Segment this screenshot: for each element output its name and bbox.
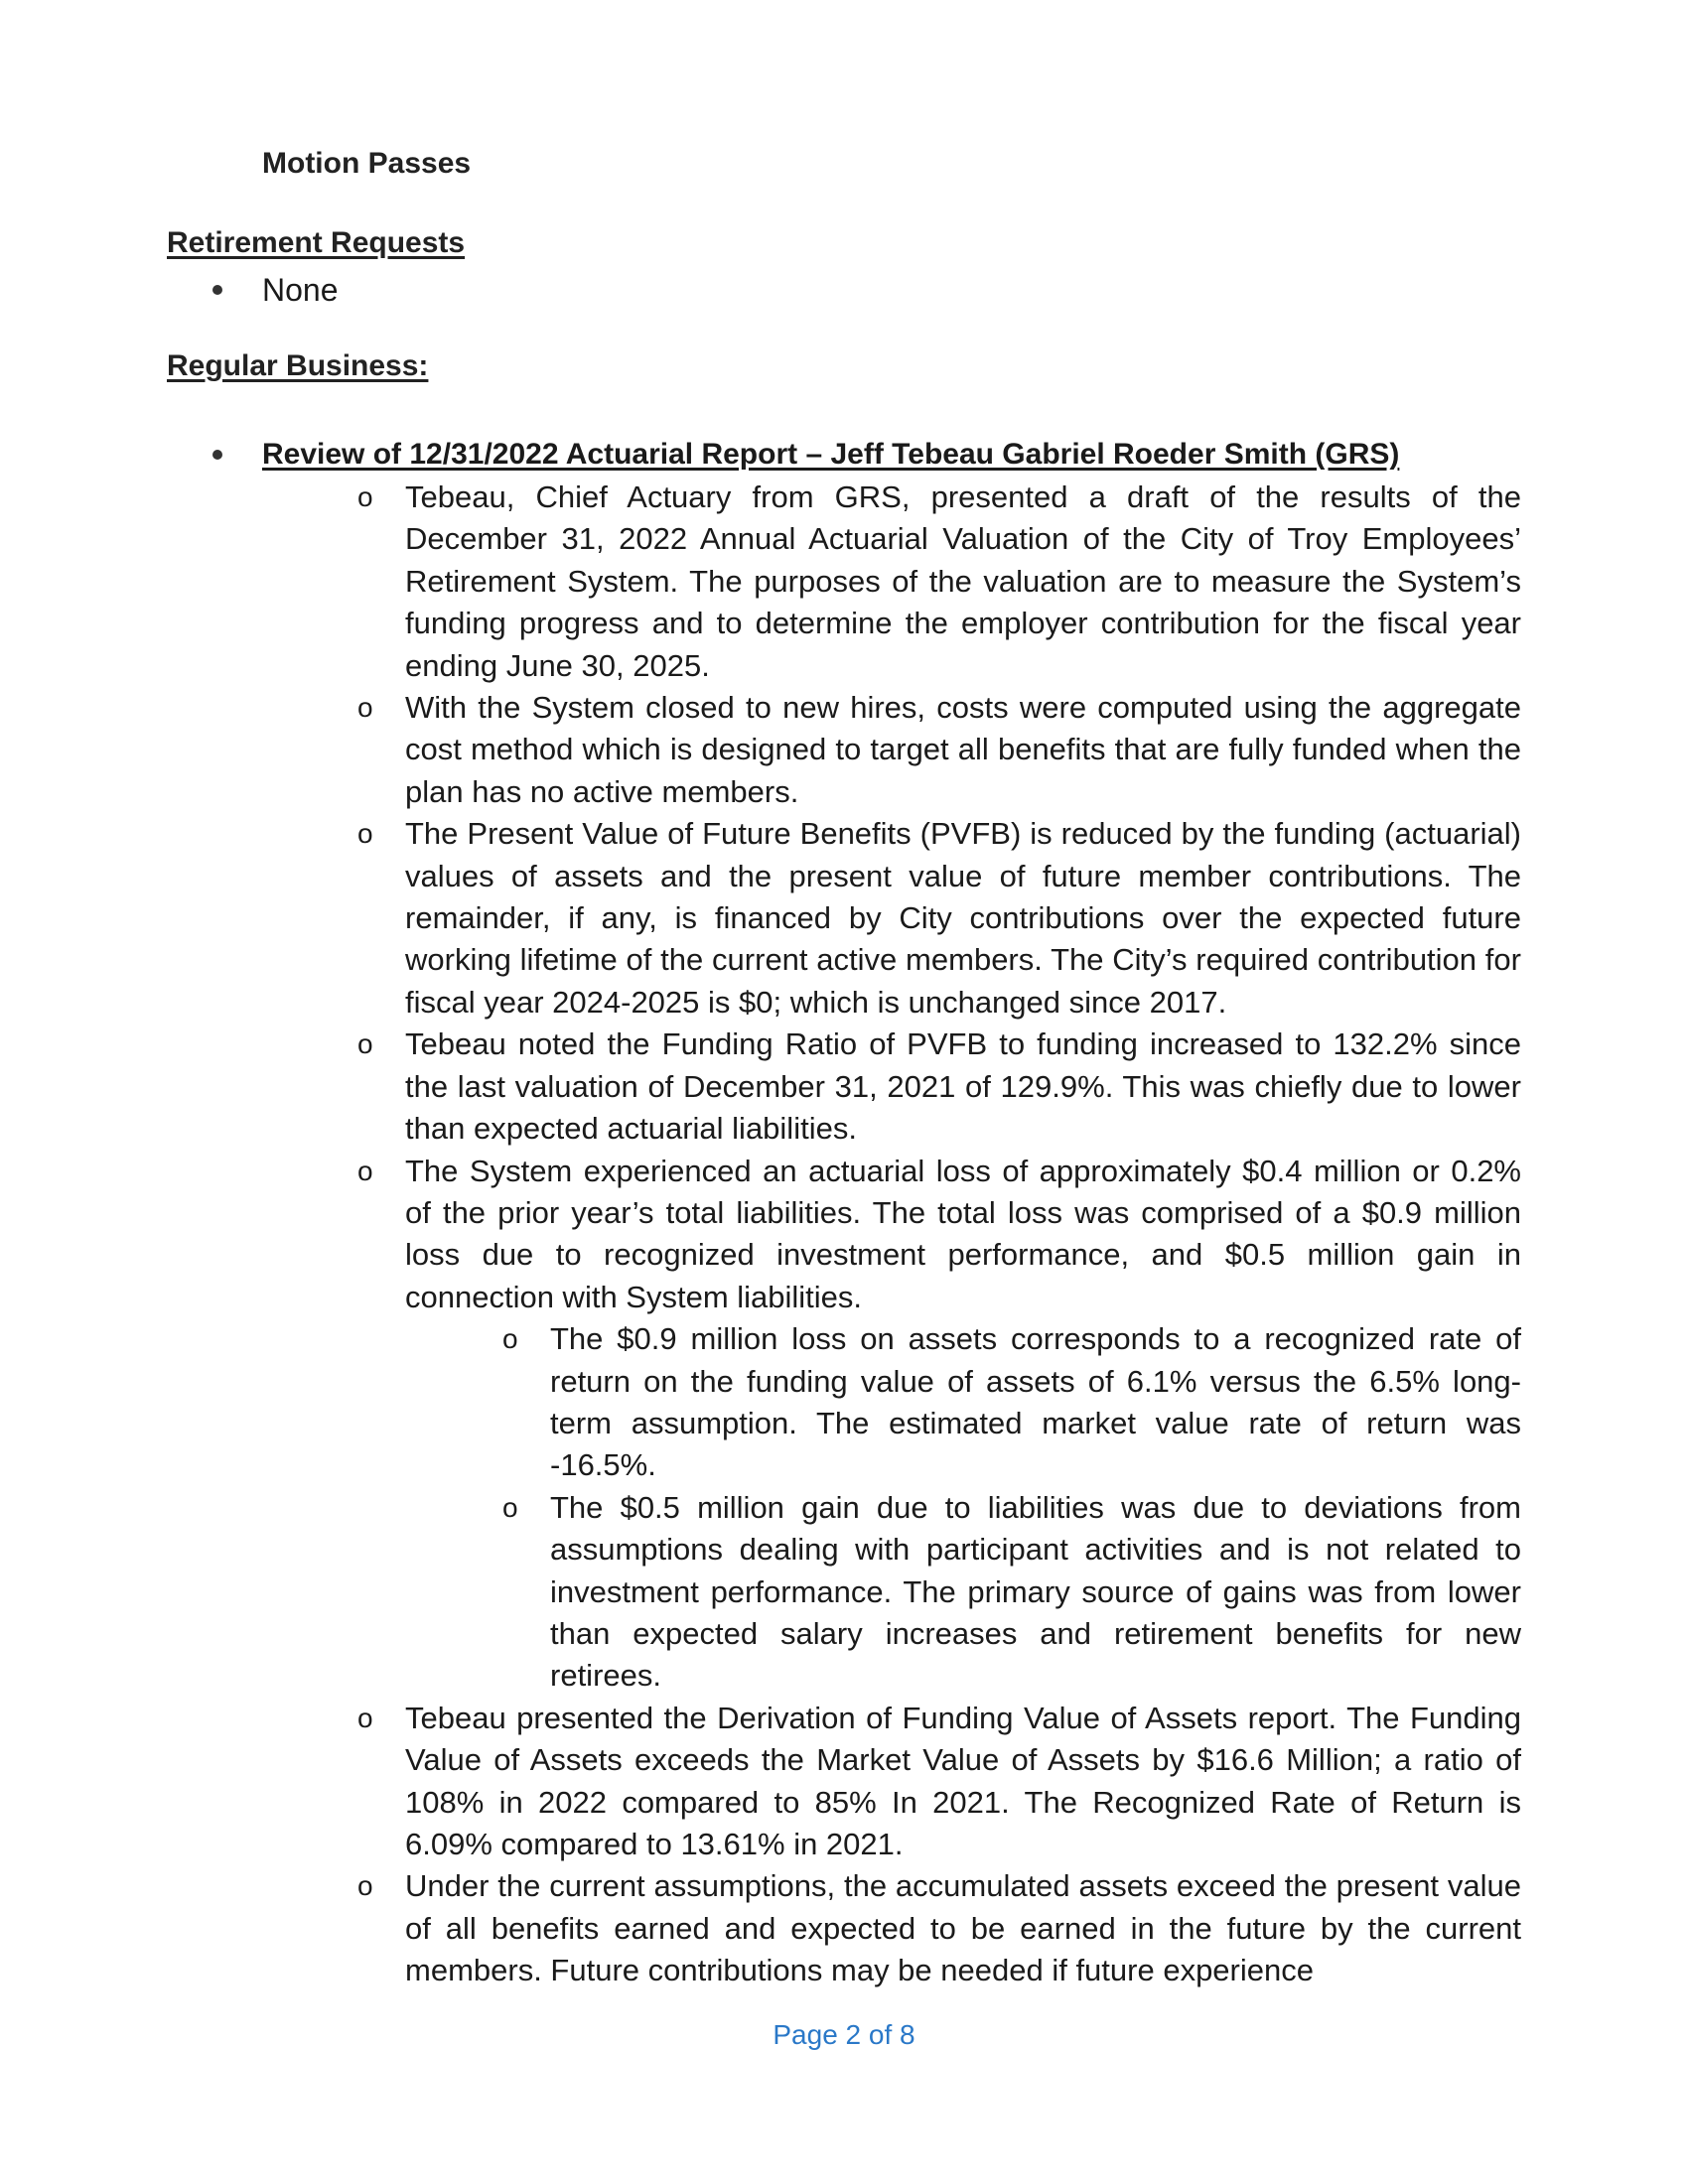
- agenda-item-heading: Review of 12/31/2022 Actuarial Report – Jeff Tebeau Gabriel Roeder Smith (GRS): [262, 438, 1400, 471]
- circle-bullet-icon: o: [357, 1702, 373, 1733]
- circle-bullet-icon: o: [357, 692, 373, 724]
- list-item: [353, 1865, 1521, 1991]
- list-item: [353, 1024, 1521, 1150]
- review-notes-list: [353, 477, 1521, 1992]
- list-item-text: Under the current assumptions, the accumulated assets exceed the present value of all benefits earned and expected to be earned in the future by the current members. Future contributions may be needed if future experience: [405, 1868, 1521, 1988]
- list-item: [353, 477, 1521, 687]
- circle-bullet-icon: o: [357, 1870, 373, 1902]
- list-item-text: The System experienced an actuarial loss of approximately $0.4 million or 0.2% of the prior year’s total liabilities. The total loss was comprised of a $0.9 million loss due to recognized investment performance, and $0.5 million gain in connection with System liabilities.: [405, 1153, 1521, 1314]
- circle-bullet-icon: o: [357, 1028, 373, 1060]
- motion-status: Motion Passes: [262, 147, 472, 180]
- page-number: Page 2 of 8: [773, 2019, 915, 2050]
- bullet-icon: [212, 450, 222, 460]
- circle-bullet-icon: o: [357, 1155, 373, 1186]
- circle-bullet-icon: o: [357, 818, 373, 850]
- nested-list-item: [498, 1318, 1521, 1487]
- circle-bullet-icon: o: [502, 1491, 518, 1523]
- circle-bullet-icon: o: [502, 1323, 518, 1355]
- list-item-text: The Present Value of Future Benefits (PVFB) is reduced by the funding (actuarial) values of assets and the present value of future member contributions. The remainder, if any, is financed by City contributions over the expected future working lifetime of the current active members. The City’s required contribution for fiscal year 2024-2025 is $0; which is unchanged since 2017.: [405, 816, 1521, 1020]
- list-item: [353, 1151, 1521, 1698]
- retirement-requests-heading: Retirement Requests: [167, 226, 466, 259]
- list-item: [353, 813, 1521, 1024]
- regular-business-heading: Regular Business:: [167, 349, 429, 382]
- list-item-text: Tebeau presented the Derivation of Funding Value of Assets report. The Funding Value of Assets exceeds the Market Value of Assets by $16.6 Million; a ratio of 108% in 2022 compared to 85% In 2021. The Recognized Rate of Return is 6.09% compared to 13.61% in 2021.: [405, 1700, 1521, 1861]
- list-item-text: With the System closed to new hires, costs were computed using the aggregate cost method which is designed to target all benefits that are fully funded when the plan has no active members.: [405, 690, 1521, 809]
- nested-list-item-text: The $0.9 million loss on assets corresponds to a recognized rate of return on the funding value of assets of 6.1% versus the 6.5% long-term assumption. The estimated market value rate of return was -16.5%.: [550, 1321, 1521, 1483]
- nested-list-item: [498, 1487, 1521, 1698]
- list-item: [353, 687, 1521, 813]
- bullet-icon: [212, 285, 222, 295]
- list-item-text: Tebeau, Chief Actuary from GRS, presented a draft of the results of the December 31, 2022 Annual Actuarial Valuation of the City of Troy Employees’ Retirement System. The purposes of the valuation are to measure the System’s funding progress and to determine the employer contribution for the fiscal year ending June 30, 2025.: [405, 479, 1521, 683]
- nested-list: [498, 1318, 1521, 1698]
- circle-bullet-icon: o: [357, 481, 373, 512]
- nested-list-item-text: The $0.5 million gain due to liabilities was due to deviations from assumptions dealing with participant activities and is not related to investment performance. The primary source of gains was from lower than expected salary increases and retirement benefits for new retirees.: [550, 1489, 1521, 1694]
- list-item-text: Tebeau noted the Funding Ratio of PVFB to funding increased to 132.2% since the last valuation of December 31, 2021 of 129.9%. This was chiefly due to lower than expected actuarial liabilities.: [405, 1026, 1521, 1147]
- retirement-item-text: None: [262, 272, 339, 308]
- list-item: [353, 1698, 1521, 1866]
